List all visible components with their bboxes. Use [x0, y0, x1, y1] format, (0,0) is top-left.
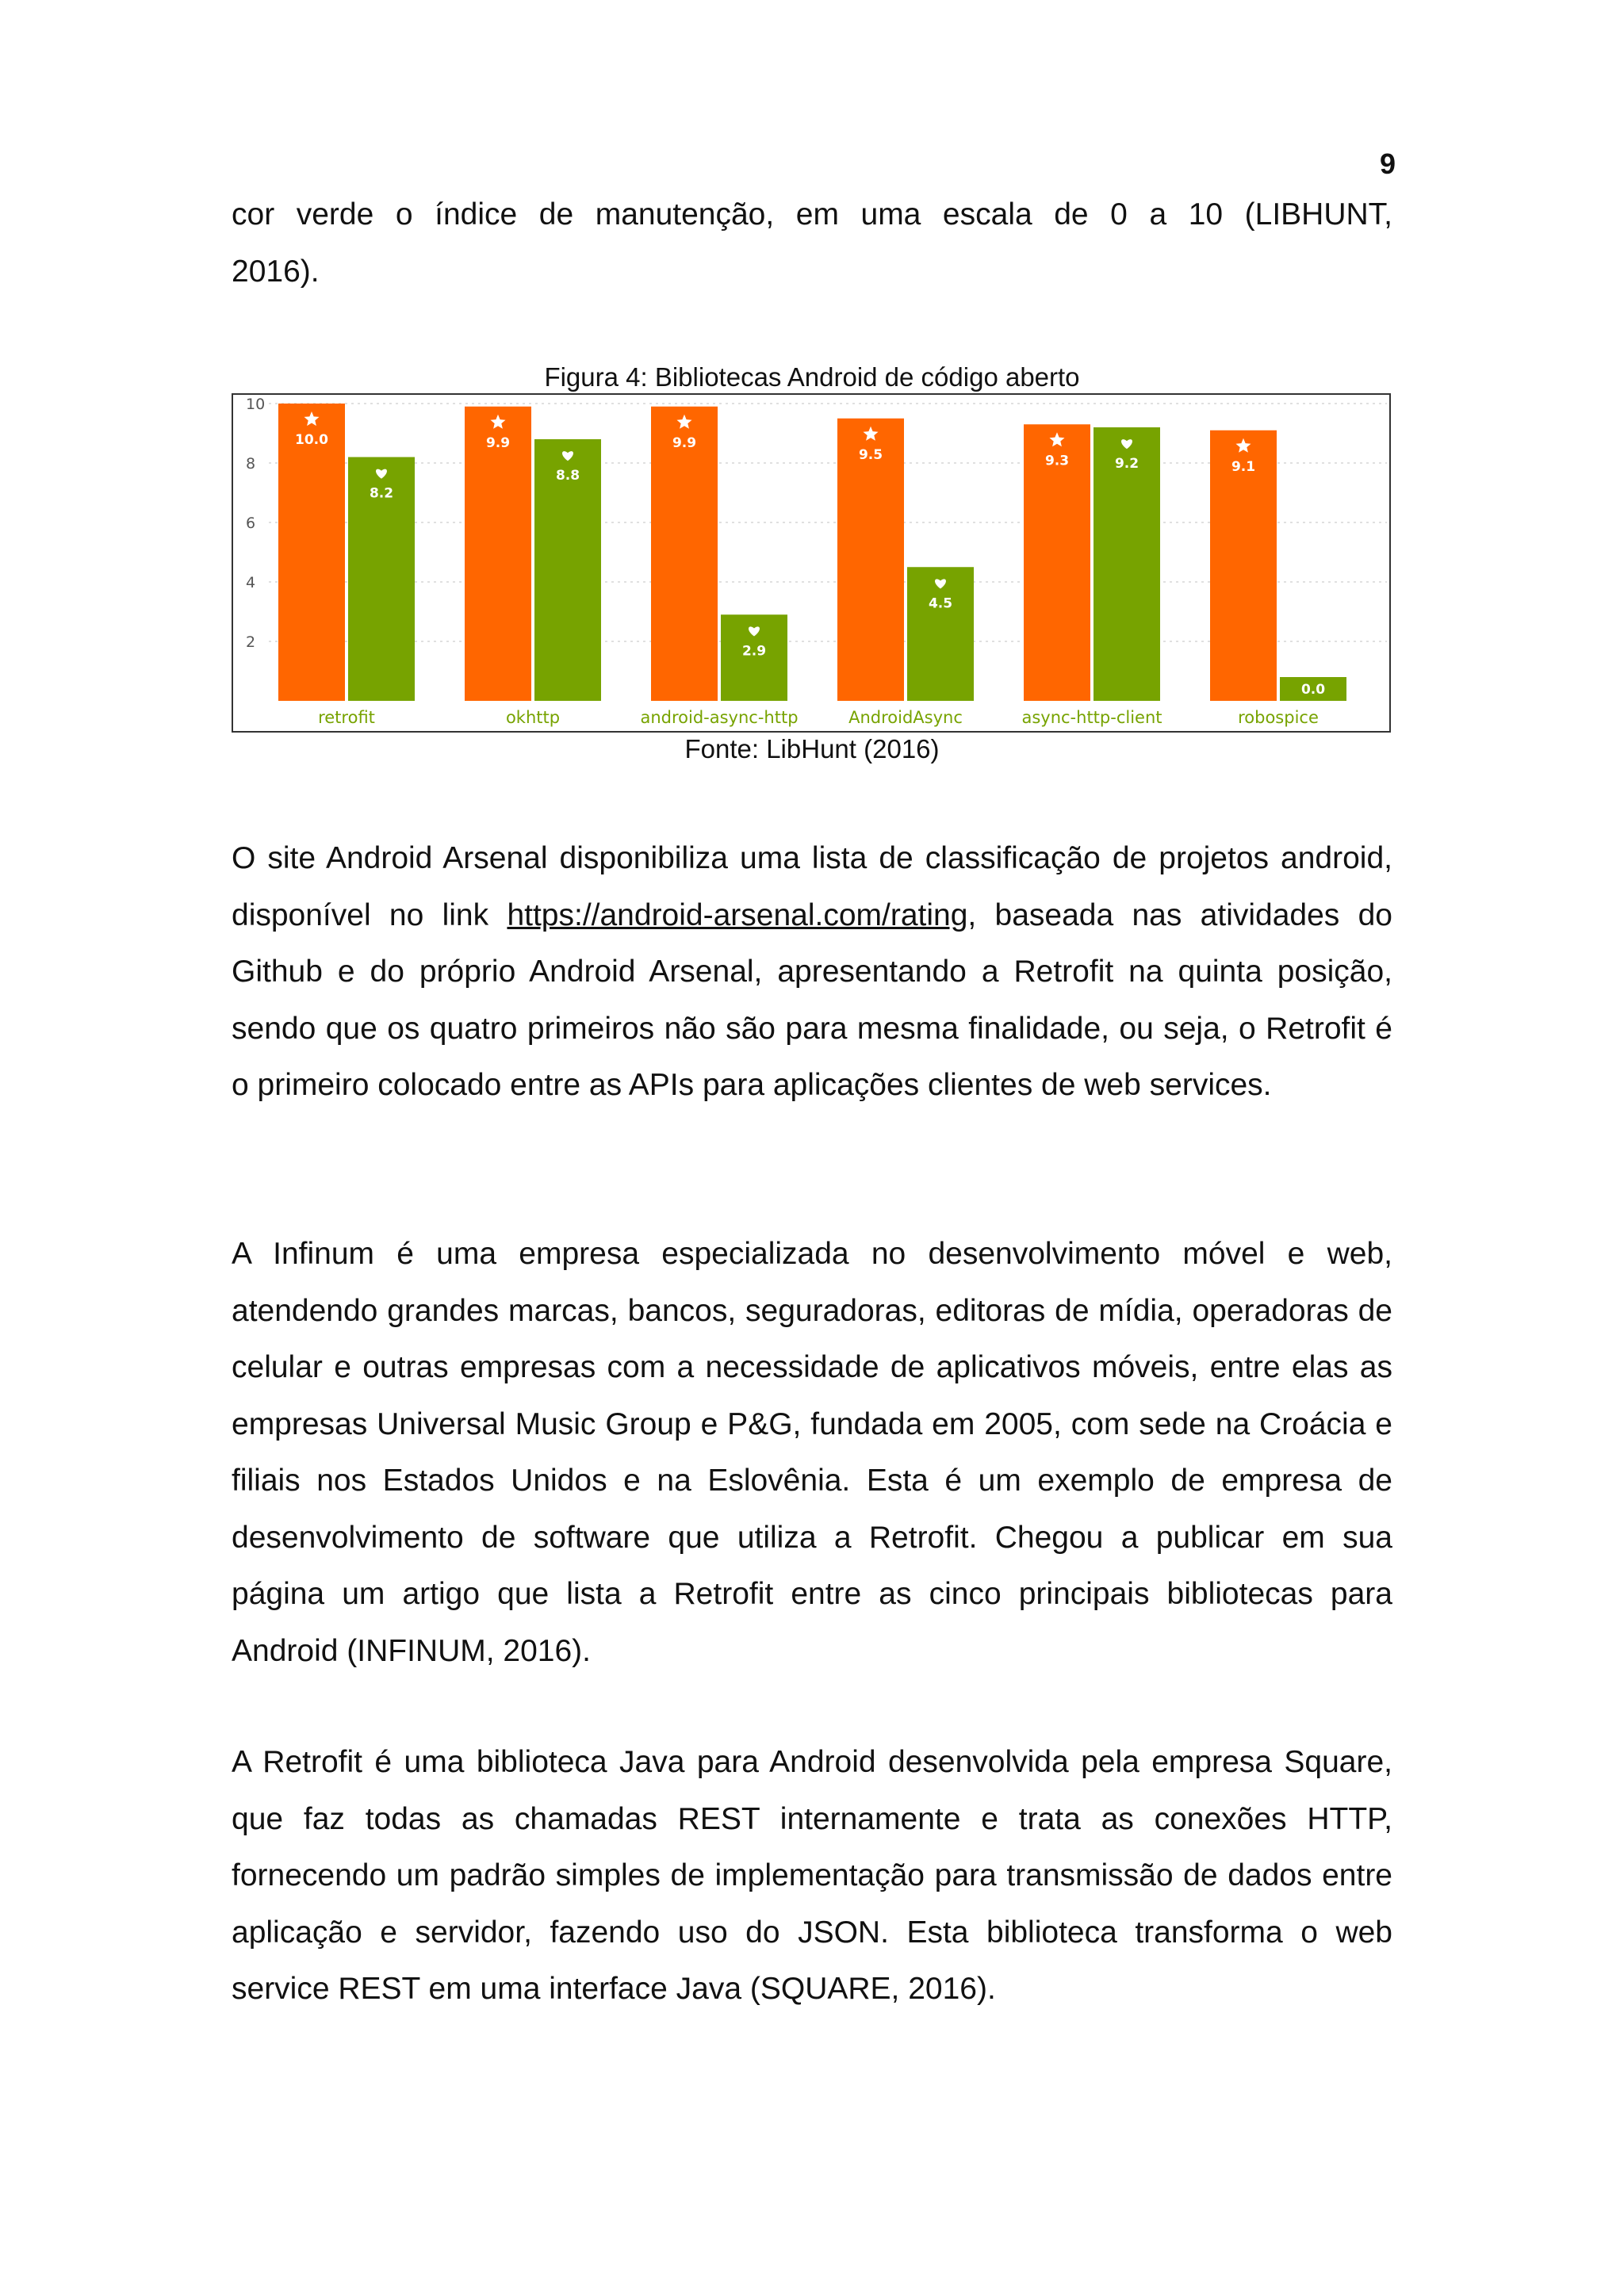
- rating-link[interactable]: https://android-arsenal.com/rating: [507, 897, 968, 932]
- bar-value-label: 2.9: [741, 643, 767, 660]
- paragraph-android-arsenal-text-2: , baseada nas atividades do Github e do próprio Android Arsenal, apresentando a Retrofit na quinta posição, sendo que os quatro primeiros não são para mesma finalidade, ou seja, o Retrofit é o primeiro colocado entre as APIs para aplicações clientes de web services.: [232, 897, 1392, 1102]
- bar-chart-svg: [233, 395, 1389, 731]
- bar-value-label: 10.0: [295, 432, 328, 448]
- bar-value-label: 9.5: [858, 446, 883, 463]
- bar-value-label: 9.3: [1044, 453, 1070, 469]
- bar-value-label: 9.9: [485, 434, 511, 451]
- x-category-label: retrofit: [318, 708, 375, 727]
- paragraph-android-arsenal: [232, 830, 1392, 1114]
- x-category-label: android-async-http: [640, 708, 799, 727]
- paragraph-android-arsenal-text-1: O site Android Arsenal disponibiliza uma lista de classificação de projetos android, disponível no link: [232, 841, 1392, 932]
- x-category-label: async-http-client: [1021, 708, 1162, 727]
- bar-value-label: 9.1: [1231, 458, 1256, 475]
- figure-source: Fonte: LibHunt (2016): [684, 734, 940, 763]
- paragraph-intro-line1: cor verde o índice de manutenção, em uma escala de 0 a 10 (LIBHUNT,: [232, 197, 1392, 232]
- x-category-label: AndroidAsync: [848, 708, 963, 727]
- y-tick-label-2: 2: [246, 633, 256, 651]
- bar-chart: [232, 393, 1391, 733]
- bar-value-label: 9.2: [1114, 456, 1139, 472]
- bar-value-label: 9.9: [672, 434, 697, 451]
- figure-caption: Figura 4: Bibliotecas Android de código aberto: [544, 362, 1080, 392]
- paragraph-intro-line2: 2016).: [232, 254, 320, 289]
- x-category-label: robospice: [1238, 708, 1319, 727]
- paragraph-infinum: A Infinum é uma empresa especializada no desenvolvimento móvel e web, atendendo grandes marcas, bancos, seguradoras, editoras de mídia, operadoras de celular e outras empresas com a necessidade de aplicativos móveis, entre elas as empresas Universal Music Group e P&G, fundada em 2005, com sede na Croácia e filiais nos Estados Unidos e na Eslovênia. Esta é um exemplo de empresa de desenvolvimento de software que utiliza a Retrofit. Chegou a publicar em sua página um artigo que lista a Retrofit entre as cinco principais bibliotecas para Android (INFINUM, 2016).: [232, 1237, 1392, 1668]
- paragraph-retrofit: A Retrofit é uma biblioteca Java para Android desenvolvida pela empresa Square, que faz todas as chamadas REST internamente e trata as conexões HTTP, fornecendo um padrão simples de implementação para transmissão de dados entre aplicação e servidor, fazendo uso do JSON. Esta biblioteca transforma o web service REST em uma interface Java (SQUARE, 2016).: [232, 1745, 1392, 2006]
- page-number: 9: [1379, 147, 1396, 180]
- y-tick-label-10: 10: [246, 396, 266, 413]
- paragraph-intro: [232, 186, 1392, 300]
- y-tick-label-8: 8: [246, 455, 256, 473]
- y-tick-label-4: 4: [246, 574, 256, 591]
- bar-value-label: 4.5: [928, 595, 953, 612]
- y-tick-label-6: 6: [246, 515, 256, 532]
- x-category-label: okhttp: [505, 708, 561, 727]
- bar-value-label: 8.8: [555, 468, 580, 484]
- bar-value-label: 0.0: [1300, 682, 1326, 698]
- bar-retrofit-series-1: [278, 404, 345, 701]
- bar-value-label: 8.2: [369, 485, 394, 502]
